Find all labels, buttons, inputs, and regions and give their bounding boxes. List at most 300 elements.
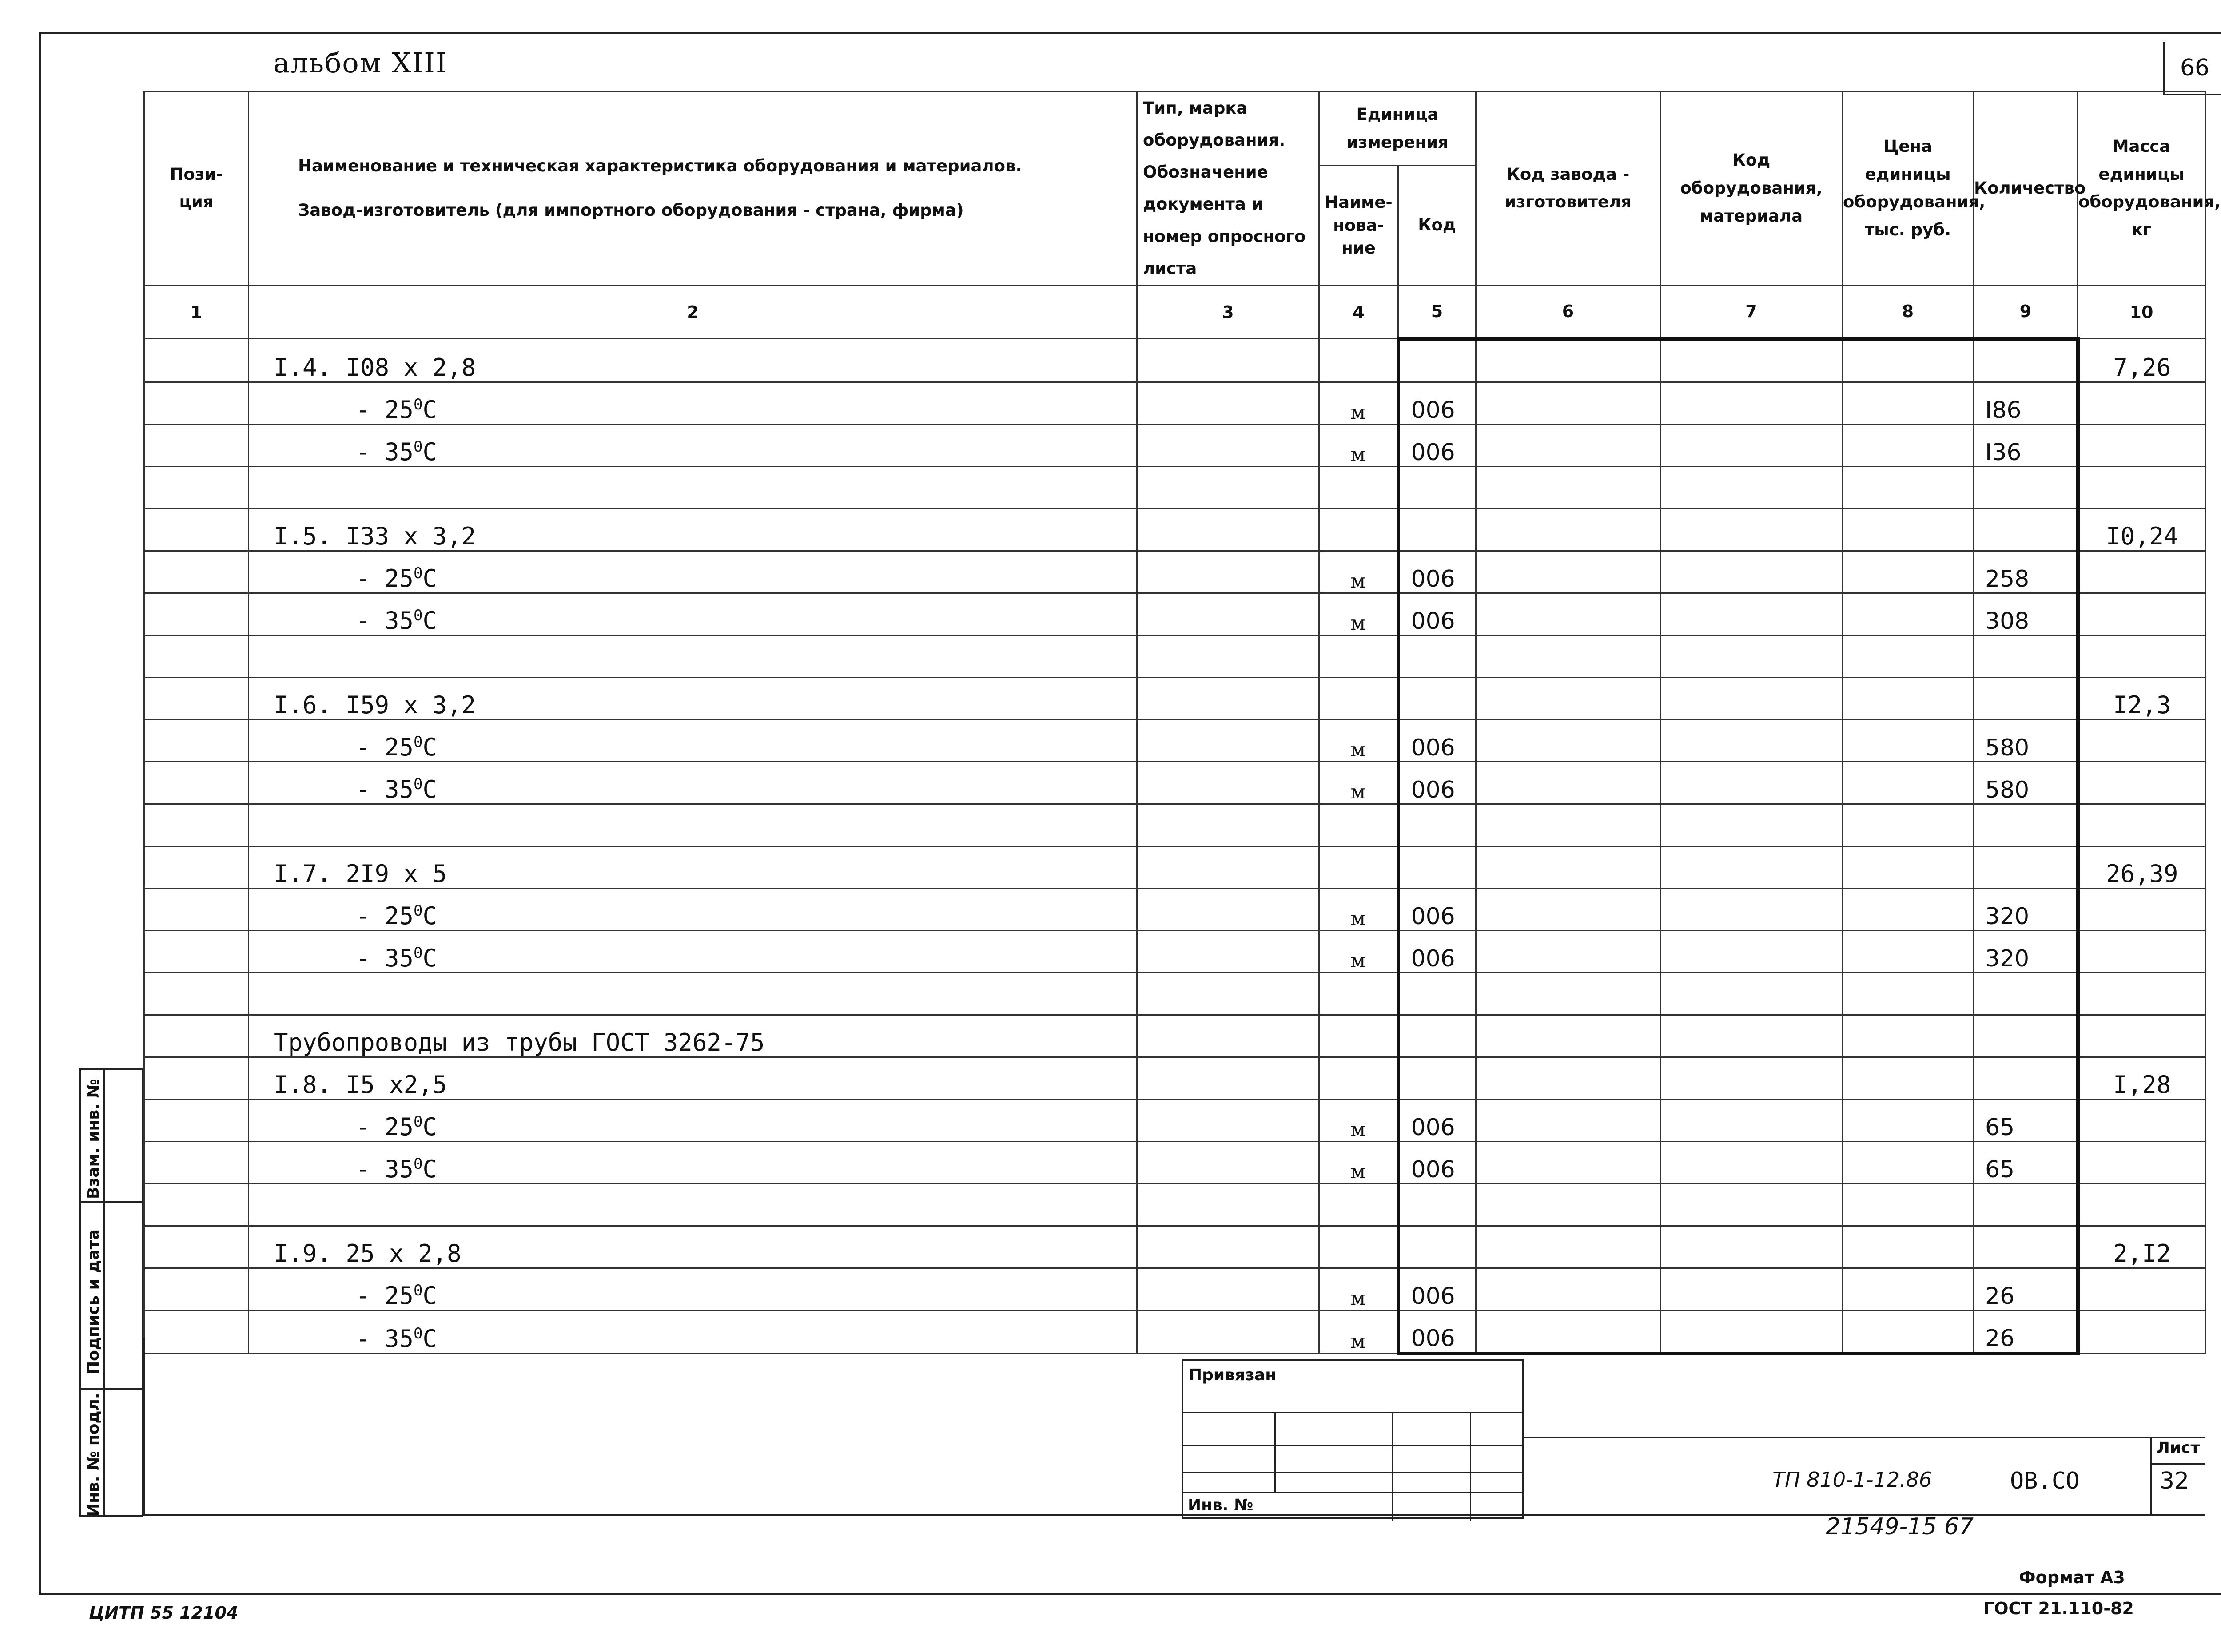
unit-code-cell: 006 xyxy=(1398,1310,1476,1354)
gost-label: ГОСТ 21.110-82 xyxy=(1983,1599,2134,1618)
unit-code-cell xyxy=(1398,846,1476,888)
position-cell xyxy=(144,1268,249,1310)
col-price-header: Цена единицы оборудования, тыс. руб. xyxy=(1843,92,1974,286)
unit-code-cell: 006 xyxy=(1398,888,1476,930)
column-number: 7 xyxy=(1660,285,1843,339)
plant-code-cell xyxy=(1476,1268,1660,1310)
type-cell xyxy=(1137,1099,1319,1141)
item-name-cell xyxy=(249,551,1137,593)
item-name-cell xyxy=(249,1268,1137,1310)
table-row xyxy=(144,1310,2205,1354)
mass-cell xyxy=(2078,1183,2205,1226)
col-equipment-code-header: Код оборудования, материала xyxy=(1660,92,1843,286)
table-row xyxy=(144,382,2205,424)
plant-code-cell xyxy=(1476,508,1660,551)
quantity-cell xyxy=(1974,466,2078,508)
unit-code-cell: 006 xyxy=(1398,551,1476,593)
celsius-suffix: C xyxy=(422,1155,438,1183)
plant-code-cell xyxy=(1476,1141,1660,1183)
price-cell xyxy=(1843,424,1974,466)
position-cell xyxy=(144,762,249,804)
plant-code-cell xyxy=(1476,888,1660,930)
item-name-cell: I.6. I59 x 3,2 xyxy=(249,677,1137,719)
plant-code-cell xyxy=(1476,677,1660,719)
equipment-code-cell xyxy=(1660,382,1843,424)
table-row xyxy=(144,593,2205,635)
equipment-code-cell xyxy=(1660,804,1843,846)
plant-code-cell xyxy=(1476,339,1660,382)
type-cell xyxy=(1137,339,1319,382)
degree-mark: 0 xyxy=(414,775,423,793)
degree-mark: 0 xyxy=(414,1112,423,1131)
table-row xyxy=(144,677,2205,719)
celsius-suffix: C xyxy=(422,1112,438,1141)
equipment-code-cell xyxy=(1660,1141,1843,1183)
celsius-suffix: C xyxy=(422,606,438,635)
column-number: 4 xyxy=(1319,285,1398,339)
table-row xyxy=(144,551,2205,593)
column-numbers-row xyxy=(144,285,2205,339)
unit-code-cell xyxy=(1398,339,1476,382)
unit-code-cell: 006 xyxy=(1398,930,1476,973)
org-stamp: ЦИТП 55 12104 xyxy=(89,1603,239,1623)
quantity-cell xyxy=(1974,973,2078,1015)
equipment-code-cell xyxy=(1660,424,1843,466)
table-row xyxy=(144,1015,2205,1057)
equipment-code-cell xyxy=(1660,973,1843,1015)
equipment-code-cell xyxy=(1660,1015,1843,1057)
quantity-cell: 580 xyxy=(1974,762,2078,804)
price-cell xyxy=(1843,888,1974,930)
celsius-suffix: C xyxy=(422,437,438,466)
unit-name-cell xyxy=(1319,804,1398,846)
celsius-suffix: C xyxy=(422,733,438,761)
equipment-code-cell xyxy=(1660,1099,1843,1141)
price-cell xyxy=(1843,1057,1974,1099)
mass-cell: I0,24 xyxy=(2078,508,2205,551)
document-suffix: ОВ.СО xyxy=(2010,1468,2080,1494)
type-cell xyxy=(1137,846,1319,888)
price-cell xyxy=(1843,719,1974,762)
plant-code-cell xyxy=(1476,424,1660,466)
plant-code-cell xyxy=(1476,846,1660,888)
album-label: альбом XIII xyxy=(273,47,448,79)
sheet-box-divider xyxy=(2150,1463,2205,1465)
position-cell xyxy=(144,551,249,593)
position-cell xyxy=(144,1141,249,1183)
side-vzam-label: Взам. инв. № xyxy=(84,1079,103,1199)
table-row xyxy=(144,846,2205,888)
position-cell xyxy=(144,973,249,1015)
type-cell xyxy=(1137,466,1319,508)
degree-mark: 0 xyxy=(414,395,423,413)
stamp-line xyxy=(1183,1492,1524,1493)
item-name-cell xyxy=(249,1141,1137,1183)
equipment-code-cell xyxy=(1660,846,1843,888)
equipment-code-cell xyxy=(1660,551,1843,593)
equipment-code-cell xyxy=(1660,1310,1843,1354)
unit-code-cell xyxy=(1398,804,1476,846)
plant-code-cell xyxy=(1476,1015,1660,1057)
table-row xyxy=(144,466,2205,508)
table-row xyxy=(144,1099,2205,1141)
unit-code-cell: 006 xyxy=(1398,1268,1476,1310)
unit-code-cell: 006 xyxy=(1398,593,1476,635)
table-row xyxy=(144,1268,2205,1310)
unit-code-cell: 006 xyxy=(1398,719,1476,762)
unit-name-cell: м xyxy=(1319,1141,1398,1183)
mass-cell xyxy=(2078,1310,2205,1354)
table-row xyxy=(144,424,2205,466)
position-cell xyxy=(144,1099,249,1141)
sheet-number: 32 xyxy=(2160,1468,2189,1494)
equipment-code-cell xyxy=(1660,762,1843,804)
unit-name-cell: м xyxy=(1319,551,1398,593)
celsius-suffix: C xyxy=(422,944,438,972)
unit-name-cell: м xyxy=(1319,1099,1398,1141)
type-cell xyxy=(1137,677,1319,719)
item-name-cell xyxy=(249,466,1137,508)
price-cell xyxy=(1843,508,1974,551)
unit-code-cell xyxy=(1398,508,1476,551)
equipment-code-cell xyxy=(1660,888,1843,930)
table-row xyxy=(144,973,2205,1015)
position-cell xyxy=(144,1183,249,1226)
degree-mark: 0 xyxy=(414,901,423,920)
equipment-code-cell xyxy=(1660,1057,1843,1099)
position-cell xyxy=(144,930,249,973)
price-cell xyxy=(1843,1226,1974,1268)
inv-no-label: Инв. № xyxy=(1188,1496,1254,1514)
table-row xyxy=(144,719,2205,762)
plant-code-cell xyxy=(1476,1226,1660,1268)
unit-name-cell xyxy=(1319,846,1398,888)
col-name-header xyxy=(249,92,1137,286)
table-row xyxy=(144,1183,2205,1226)
unit-code-cell xyxy=(1398,973,1476,1015)
equipment-code-cell xyxy=(1660,339,1843,382)
side-divider xyxy=(79,1388,143,1390)
unit-name-cell xyxy=(1319,339,1398,382)
quantity-cell: I86 xyxy=(1974,382,2078,424)
sheet-label: Лист xyxy=(2157,1439,2200,1457)
position-cell xyxy=(144,339,249,382)
col-name-line1: Наименование и техническая характеристика оборудования и материалов. xyxy=(298,156,1022,175)
column-number: 8 xyxy=(1843,285,1974,339)
unit-code-cell: 006 xyxy=(1398,1099,1476,1141)
stamp-line xyxy=(1470,1412,1471,1521)
unit-code-cell xyxy=(1398,1015,1476,1057)
table-row xyxy=(144,508,2205,551)
stamp-line xyxy=(1392,1412,1393,1521)
mass-cell xyxy=(2078,593,2205,635)
position-cell xyxy=(144,719,249,762)
unit-code-cell xyxy=(1398,635,1476,677)
col-position-header: Пози- ция xyxy=(144,92,249,286)
item-name-cell: Трубопроводы из трубы ГОСТ 3262-75 xyxy=(249,1015,1137,1057)
quantity-cell xyxy=(1974,804,2078,846)
plant-code-cell xyxy=(1476,1310,1660,1354)
quantity-cell: I36 xyxy=(1974,424,2078,466)
col-unit-header: Единица измерения xyxy=(1319,92,1476,166)
type-cell xyxy=(1137,1015,1319,1057)
celsius-suffix: C xyxy=(422,395,438,424)
item-name-cell xyxy=(249,1310,1137,1354)
unit-code-cell: 006 xyxy=(1398,382,1476,424)
position-cell xyxy=(144,1015,249,1057)
price-cell xyxy=(1843,973,1974,1015)
price-cell xyxy=(1843,677,1974,719)
mass-cell xyxy=(2078,804,2205,846)
position-cell xyxy=(144,466,249,508)
degree-mark: 0 xyxy=(414,1281,423,1299)
plant-code-cell xyxy=(1476,804,1660,846)
plant-code-cell xyxy=(1476,1057,1660,1099)
mass-cell: I,28 xyxy=(2078,1057,2205,1099)
position-cell xyxy=(144,1057,249,1099)
temperature-value: - 35 xyxy=(356,775,414,803)
quantity-cell: 320 xyxy=(1974,930,2078,973)
price-cell xyxy=(1843,762,1974,804)
celsius-suffix: C xyxy=(422,1281,438,1310)
temperature-value: - 35 xyxy=(356,944,414,972)
position-cell xyxy=(144,508,249,551)
column-number: 6 xyxy=(1476,285,1660,339)
quantity-cell: 258 xyxy=(1974,551,2078,593)
type-cell xyxy=(1137,762,1319,804)
type-cell xyxy=(1137,1310,1319,1354)
quantity-cell xyxy=(1974,635,2078,677)
unit-name-cell: м xyxy=(1319,930,1398,973)
col-name-line2: Завод-изготовитель (для импортного оборудования - страна, фирма) xyxy=(298,201,964,220)
type-cell xyxy=(1137,593,1319,635)
unit-name-cell xyxy=(1319,635,1398,677)
equipment-code-cell xyxy=(1660,719,1843,762)
plant-code-cell xyxy=(1476,1183,1660,1226)
table-row xyxy=(144,1226,2205,1268)
quantity-cell: 26 xyxy=(1974,1268,2078,1310)
mass-cell: 2,I2 xyxy=(2078,1226,2205,1268)
unit-name-cell: м xyxy=(1319,593,1398,635)
stamp-line xyxy=(1183,1472,1524,1473)
temperature-value: - 35 xyxy=(356,1155,414,1183)
quantity-cell xyxy=(1974,1015,2078,1057)
quantity-cell xyxy=(1974,846,2078,888)
position-cell xyxy=(144,382,249,424)
price-cell xyxy=(1843,1015,1974,1057)
mass-cell: 7,26 xyxy=(2078,339,2205,382)
price-cell xyxy=(1843,339,1974,382)
price-cell xyxy=(1843,846,1974,888)
mass-cell xyxy=(2078,1099,2205,1141)
table-row xyxy=(144,1057,2205,1099)
equipment-code-cell xyxy=(1660,635,1843,677)
temperature-value: - 25 xyxy=(356,733,414,761)
position-cell xyxy=(144,846,249,888)
type-cell xyxy=(1137,382,1319,424)
unit-name-cell: м xyxy=(1319,1310,1398,1354)
mass-cell xyxy=(2078,1015,2205,1057)
price-cell xyxy=(1843,1183,1974,1226)
item-name-cell: I.7. 2I9 x 5 xyxy=(249,846,1137,888)
plant-code-cell xyxy=(1476,466,1660,508)
degree-mark: 0 xyxy=(414,564,423,582)
column-number: 2 xyxy=(249,285,1137,339)
price-cell xyxy=(1843,1099,1974,1141)
degree-mark: 0 xyxy=(414,1325,423,1343)
table-row xyxy=(144,930,2205,973)
equipment-code-cell xyxy=(1660,466,1843,508)
mass-cell xyxy=(2078,1141,2205,1183)
temperature-value: - 35 xyxy=(356,1325,414,1353)
position-cell xyxy=(144,635,249,677)
temperature-value: - 25 xyxy=(356,395,414,424)
type-cell xyxy=(1137,973,1319,1015)
equipment-code-cell xyxy=(1660,1268,1843,1310)
unit-name-cell xyxy=(1319,1226,1398,1268)
side-signature-label: Подпись и дата xyxy=(84,1229,103,1374)
price-cell xyxy=(1843,466,1974,508)
type-cell xyxy=(1137,888,1319,930)
column-number: 9 xyxy=(1974,285,2078,339)
unit-name-cell: м xyxy=(1319,888,1398,930)
table-row xyxy=(144,1141,2205,1183)
temperature-value: - 25 xyxy=(356,564,414,592)
temperature-value: - 35 xyxy=(356,606,414,635)
price-cell xyxy=(1843,551,1974,593)
plant-code-cell xyxy=(1476,382,1660,424)
type-cell xyxy=(1137,551,1319,593)
type-cell xyxy=(1137,1141,1319,1183)
column-number: 10 xyxy=(2078,285,2205,339)
celsius-suffix: C xyxy=(422,901,438,930)
col-mass-header: Масса единицы оборудования, кг xyxy=(2078,92,2205,286)
binding-stamp xyxy=(1182,1359,1524,1519)
quantity-cell xyxy=(1974,1226,2078,1268)
stamp-line xyxy=(1183,1412,1524,1413)
unit-name-cell xyxy=(1319,1057,1398,1099)
item-name-cell: I.4. I08 x 2,8 xyxy=(249,339,1137,382)
position-cell xyxy=(144,804,249,846)
price-cell xyxy=(1843,930,1974,973)
stamp-line xyxy=(1274,1412,1276,1492)
plant-code-cell xyxy=(1476,593,1660,635)
type-cell xyxy=(1137,1183,1319,1226)
mass-cell xyxy=(2078,424,2205,466)
celsius-suffix: C xyxy=(422,1325,438,1353)
quantity-cell xyxy=(1974,1057,2078,1099)
specification-table xyxy=(143,91,2221,1355)
mass-cell xyxy=(2078,382,2205,424)
item-name-cell: I.5. I33 x 3,2 xyxy=(249,508,1137,551)
degree-mark: 0 xyxy=(414,437,423,456)
unit-code-cell xyxy=(1398,1226,1476,1268)
type-cell xyxy=(1137,1226,1319,1268)
item-name-cell: I.9. 25 x 2,8 xyxy=(249,1226,1137,1268)
equipment-code-cell xyxy=(1660,508,1843,551)
column-number: 3 xyxy=(1137,285,1319,339)
column-number: 1 xyxy=(144,285,249,339)
quantity-cell: 65 xyxy=(1974,1099,2078,1141)
mass-cell xyxy=(2078,635,2205,677)
unit-name-cell xyxy=(1319,677,1398,719)
type-cell xyxy=(1137,930,1319,973)
plant-code-cell xyxy=(1476,719,1660,762)
position-cell xyxy=(144,593,249,635)
price-cell xyxy=(1843,1141,1974,1183)
table-row xyxy=(144,888,2205,930)
price-cell xyxy=(1843,1268,1974,1310)
quantity-cell: 580 xyxy=(1974,719,2078,762)
degree-mark: 0 xyxy=(414,733,423,751)
item-name-cell xyxy=(249,930,1137,973)
item-name-cell xyxy=(249,382,1137,424)
plant-code-cell xyxy=(1476,635,1660,677)
mass-cell xyxy=(2078,551,2205,593)
position-cell xyxy=(144,1310,249,1354)
unit-name-cell: м xyxy=(1319,719,1398,762)
table-row xyxy=(144,339,2205,382)
handwritten-number: 21549-15 67 xyxy=(1826,1513,1974,1540)
price-cell xyxy=(1843,1310,1974,1354)
page-number: 66 xyxy=(2163,42,2221,95)
unit-name-cell xyxy=(1319,1015,1398,1057)
degree-mark: 0 xyxy=(414,606,423,624)
table-body xyxy=(144,339,2205,1354)
position-cell xyxy=(144,677,249,719)
mass-cell xyxy=(2078,1268,2205,1310)
type-cell xyxy=(1137,424,1319,466)
unit-code-cell: 006 xyxy=(1398,1141,1476,1183)
quantity-cell xyxy=(1974,339,2078,382)
stamp-line xyxy=(1183,1445,1524,1446)
degree-mark: 0 xyxy=(414,944,423,962)
price-cell xyxy=(1843,382,1974,424)
item-name-cell xyxy=(249,593,1137,635)
mass-cell: I2,3 xyxy=(2078,677,2205,719)
plant-code-cell xyxy=(1476,762,1660,804)
equipment-code-cell xyxy=(1660,930,1843,973)
temperature-value: - 25 xyxy=(356,901,414,930)
document-designation: ТП 810-1-12.86 xyxy=(1772,1468,1932,1492)
unit-name-cell: м xyxy=(1319,1268,1398,1310)
price-cell xyxy=(1843,804,1974,846)
type-cell xyxy=(1137,1057,1319,1099)
type-cell xyxy=(1137,719,1319,762)
format-label: Формат А3 xyxy=(2019,1568,2125,1587)
type-cell xyxy=(1137,804,1319,846)
unit-code-cell: 006 xyxy=(1398,762,1476,804)
side-inv-label: Инв. № подл. xyxy=(84,1393,103,1517)
mass-cell xyxy=(2078,762,2205,804)
quantity-cell: 308 xyxy=(1974,593,2078,635)
position-cell xyxy=(144,888,249,930)
temperature-value: - 25 xyxy=(356,1281,414,1310)
plant-code-cell xyxy=(1476,930,1660,973)
item-name-cell xyxy=(249,1099,1137,1141)
privyazan-label: Привязан xyxy=(1189,1366,1277,1384)
plant-code-cell xyxy=(1476,551,1660,593)
quantity-cell xyxy=(1974,677,2078,719)
mass-cell xyxy=(2078,888,2205,930)
unit-name-cell xyxy=(1319,466,1398,508)
equipment-code-cell xyxy=(1660,1226,1843,1268)
type-cell xyxy=(1137,508,1319,551)
quantity-cell: 26 xyxy=(1974,1310,2078,1354)
unit-code-cell xyxy=(1398,1183,1476,1226)
item-name-cell xyxy=(249,888,1137,930)
unit-code-cell: 006 xyxy=(1398,424,1476,466)
